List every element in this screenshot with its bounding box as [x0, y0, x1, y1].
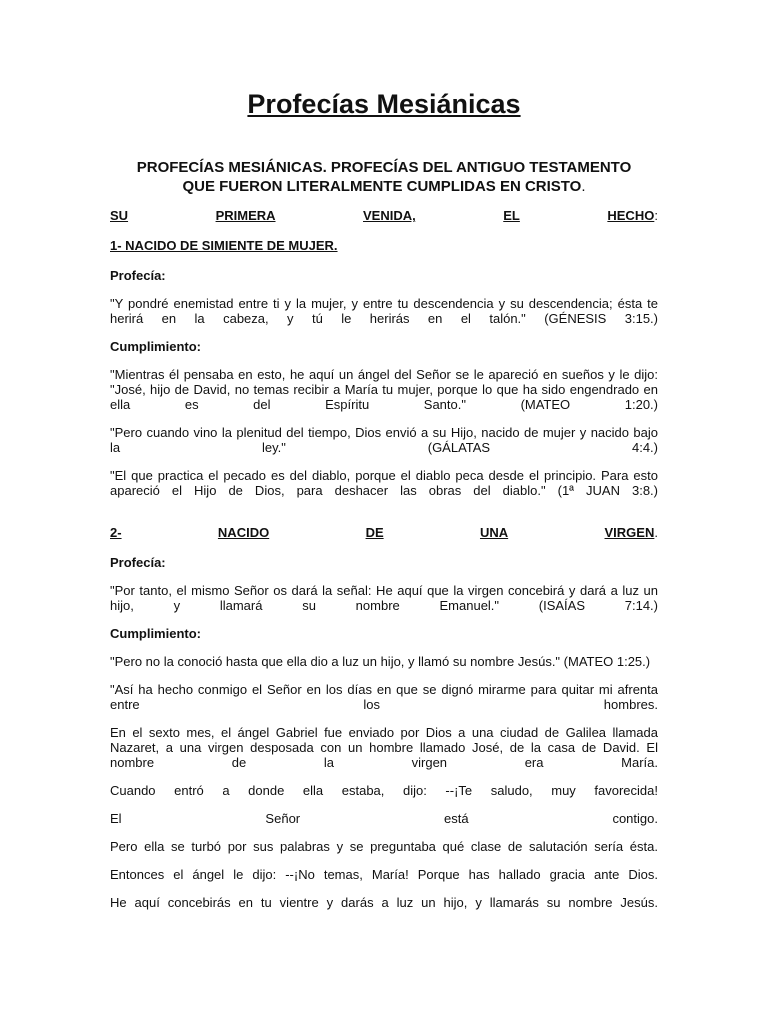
section-1-cumplimiento-paragraph: "El que practica el pecado es del diablo, porque el diablo peca desde el principio. Para esto apareció el Hijo de Dios, para deshacer las obras del diablo." (1ª JUAN 3:8.) [110, 468, 658, 499]
heading-word: PRIMERA [215, 208, 276, 224]
section-1-profecia-label: Profecía: [110, 268, 166, 284]
heading-word: UNA [479, 525, 509, 541]
section-1-cumplimiento-paragraph: "Mientras él pensaba en esto, he aquí un ángel del Señor se le apareció en sueños y le dijo: "José, hijo de David, no temas recibir a María tu mujer, porque lo que ha sido engendrado en ella es del Espíritu Santo." (MATEO 1:20.) [110, 367, 658, 413]
heading-word: SU [110, 208, 129, 224]
spacer [110, 511, 658, 525]
heading-word: NACIDO [217, 525, 270, 541]
section-2-paragraph: Pero ella se turbó por sus palabras y se preguntaba qué clase de salutación sería ésta. [110, 839, 658, 855]
subtitle-line-2 [120, 177, 648, 196]
section-2-profecia-label: Profecía: [110, 555, 166, 571]
section-2-profecia-text: "Por tanto, el mismo Señor os dará la señal: He aquí que la virgen concebirá y dará a luz un hijo, y llamará su nombre Emanuel." (ISAÍAS 7:14.) [110, 583, 658, 614]
heading-word: DE [365, 525, 384, 541]
section-2-paragraph: Entonces el ángel le dijo: --¡No temas, María! Porque has hallado gracia ante Dios. [110, 867, 658, 883]
heading-tail: : [654, 208, 658, 224]
section-1-profecia-text: "Y pondré enemistad entre ti y la mujer, y entre tu descendencia y su descendencia; ésta te herirá en la cabeza, y tú le herirás en el talón." (GÉNESIS 3:15.) [110, 296, 658, 327]
heading-word: VENIDA, [363, 208, 416, 224]
section-1-cumplimiento-paragraph: "Pero cuando vino la plenitud del tiempo, Dios envió a su Hijo, nacido de mujer y nacido bajo la ley." (GÁLATAS 4:4.) [110, 425, 658, 456]
heading-word-last [607, 208, 658, 223]
section-2-paragraph: Cuando entró a donde ella estaba, dijo: --¡Te saludo, muy favorecida! [110, 783, 658, 799]
heading-word-last [605, 525, 658, 540]
subtitle-line-1: PROFECÍAS MESIÁNICAS. PROFECÍAS DEL ANTIGUO TESTAMENTO [136, 159, 632, 177]
subtitle-line-2-text: QUE FUERON LITERALMENTE CUMPLIDAS EN CRISTO [182, 178, 582, 196]
section-1-cumplimiento-label: Cumplimiento: [110, 339, 201, 355]
section-2-paragraph: "Pero no la conoció hasta que ella dio a luz un hijo, y llamó su nombre Jesús." (MATEO 1:25.) [110, 654, 651, 670]
document-subtitle [110, 158, 658, 196]
section-heading-main [110, 208, 658, 223]
section-2-paragraph: En el sexto mes, el ángel Gabriel fue enviado por Dios a una ciudad de Galilea llamada Nazaret, a una virgen desposada con un hombre llamado José, de la casa de David. El nombre de la virgen era María. [110, 725, 658, 771]
document-title: Profecías Mesiánicas [247, 89, 521, 119]
heading-word: VIRGEN [604, 525, 655, 541]
section-2-paragraph: "Así ha hecho conmigo el Señor en los días en que se dignó mirarme para quitar mi afrenta entre los hombres. [110, 682, 658, 713]
section-2-heading [110, 525, 658, 540]
section-2-paragraph: El Señor está contigo. [110, 811, 658, 827]
heading-tail: . [654, 525, 658, 541]
heading-word: HECHO [607, 208, 655, 224]
heading-word: EL [503, 208, 520, 224]
heading-word: 2- [110, 525, 122, 541]
subtitle-line-2-end: . [581, 178, 586, 196]
section-2-cumplimiento-label: Cumplimiento: [110, 626, 201, 642]
section-2-paragraph: He aquí concebirás en tu vientre y darás a luz un hijo, y llamarás su nombre Jesús. [110, 895, 658, 911]
section-1-heading: 1- NACIDO DE SIMIENTE DE MUJER. [110, 238, 338, 254]
